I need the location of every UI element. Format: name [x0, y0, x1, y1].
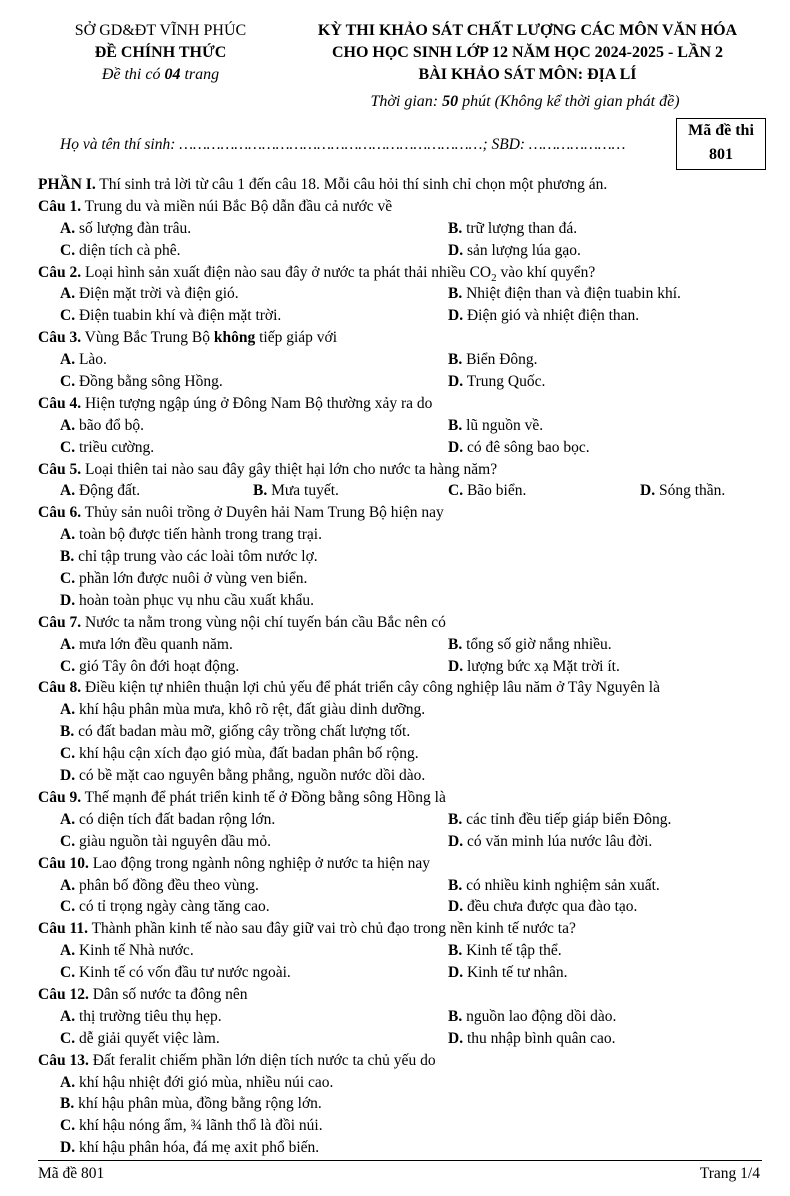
option-d: D. Trung Quốc.: [448, 373, 546, 391]
option-c: C. khí hậu cận xích đạo gió mùa, đất badan phân bố rộng.: [60, 745, 419, 763]
options-row: [38, 415, 768, 437]
option-a: A. số lượng đàn trâu.: [60, 219, 192, 237]
question-7: Câu 7. Nước ta nằm trong vùng nội chí tuyến bán cầu Bắc nên có: [38, 613, 446, 631]
option-b: B. Nhiệt điện than và điện tuabin khí.: [448, 285, 681, 303]
options-row: [38, 656, 768, 678]
option-d: D. có bề mặt cao nguyên bằng phẳng, nguồn nước dồi dào.: [60, 767, 426, 785]
question-6: Câu 6. Thủy sản nuôi trồng ở Duyên hải Nam Trung Bộ hiện nay: [38, 504, 444, 522]
option-c: C. Bão biển.: [448, 482, 527, 500]
option-b: B. Kinh tế tập thể.: [448, 942, 562, 960]
exam-subject: BÀI KHẢO SÁT MÔN: ĐỊA LÍ: [418, 66, 637, 83]
question-5: Câu 5. Loại thiên tai nào sau đây gây thiệt hại lớn cho nước ta hàng năm?: [38, 460, 498, 478]
options-row: [38, 1006, 768, 1028]
question-2: Câu 2. Loại hình sản xuất điện nào sau đây ở nước ta phát thải nhiều $CO_2$ vào khí quyển?: [38, 263, 596, 284]
option-d: D. thu nhập bình quân cao.: [448, 1029, 616, 1047]
option-d: D. hoàn toàn phục vụ nhu cầu xuất khẩu.: [60, 591, 314, 609]
option-b: B. tổng số giờ nắng nhiều.: [448, 635, 612, 653]
option-c: C. khí hậu nóng ẩm, ¾ lãnh thổ là đồi núi.: [60, 1117, 323, 1135]
option-a: A. Lào.: [60, 351, 107, 369]
section-heading: PHẦN I. Thí sinh trả lời từ câu 1 đến câu 18. Mỗi câu hỏi thí sinh chỉ chọn một phương án.: [38, 176, 608, 193]
option-c: C. gió Tây ôn đới hoạt động.: [60, 657, 240, 675]
option-d: D. có đê sông bao bọc.: [448, 438, 590, 456]
question-12: Câu 12. Dân số nước ta đông nên: [38, 985, 248, 1003]
option-d: D. khí hậu phân hóa, đá mẹ axit phổ biến.: [60, 1139, 320, 1157]
page-count-note: Đề thi có 04 trang: [101, 66, 220, 83]
question-13: Câu 13. Đất feralit chiếm phần lớn diện tích nước ta chủ yếu do: [38, 1051, 436, 1069]
options-row: [38, 940, 768, 962]
option-c: C. phần lớn được nuôi ở vùng ven biển.: [60, 570, 308, 588]
question-list: [38, 174, 768, 1159]
option-a: A. Kinh tế Nhà nước.: [60, 942, 194, 960]
option-d: D. Sóng thần.: [640, 482, 726, 500]
option-d: D. Điện gió và nhiệt điện than.: [448, 307, 640, 325]
option-c: C. triều cường.: [60, 438, 155, 456]
options-row: [38, 240, 768, 262]
footer-page-number: Trang 1/4: [699, 1165, 760, 1182]
option-c: C. Kinh tế có vốn đầu tư nước ngoài.: [60, 964, 291, 982]
option-d: D. đều chưa được qua đào tạo.: [448, 898, 638, 916]
student-info-line: Họ và tên thí sinh: …………………………………………………………; SBD: …………………: [60, 136, 626, 153]
option-c: C. dễ giải quyết việc làm.: [60, 1029, 220, 1047]
official-label: ĐỀ CHÍNH THỨC: [94, 44, 227, 61]
option-a: A. phân bố đồng đều theo vùng.: [60, 876, 259, 894]
options-row: [38, 962, 768, 984]
question-3: Câu 3. Vùng Bắc Trung Bộ không tiếp giáp với: [38, 329, 338, 347]
options-row: [38, 437, 768, 459]
option-a: A. toàn bộ được tiến hành trong trang trại.: [60, 526, 322, 544]
option-a: A. bão đổ bộ.: [60, 416, 144, 434]
option-b: B. có nhiều kinh nghiệm sản xuất.: [448, 876, 660, 894]
footer-exam-code: Mã đề 801: [38, 1165, 105, 1182]
option-d: D. có văn minh lúa nước lâu đời.: [448, 832, 653, 850]
department: SỞ GD&ĐT VĨNH PHÚC: [74, 22, 247, 39]
option-c: C. Điện tuabin khí và điện mặt trời.: [60, 307, 282, 325]
option-b: B. có đất badan màu mỡ, giống cây trồng chất lượng tốt.: [60, 723, 411, 741]
option-a: A. khí hậu nhiệt đới gió mùa, nhiều núi cao.: [60, 1073, 334, 1091]
option-b: B. lũ nguồn về.: [448, 416, 544, 434]
options-row: [38, 480, 768, 502]
option-b: B. Mưa tuyết.: [253, 482, 339, 500]
option-b: B. Biển Đông.: [448, 351, 538, 369]
exam-time: Thời gian: 50 phút (Không kể thời gian phát đề): [370, 93, 680, 110]
option-b: B. nguồn lao động dồi dào.: [448, 1007, 617, 1025]
option-a: A. mưa lớn đều quanh năm.: [60, 635, 233, 653]
options-row: [38, 831, 768, 853]
option-d: D. lượng bức xạ Mặt trời ít.: [448, 657, 620, 675]
options-row: [38, 809, 768, 831]
option-a: A. Điện mặt trời và điện gió.: [60, 285, 239, 303]
option-b: B. khí hậu phân mùa, đồng bằng rộng lớn.: [60, 1095, 322, 1113]
options-row: [38, 371, 768, 393]
options-row: [38, 305, 768, 327]
question-9: Câu 9. Thế mạnh để phát triển kinh tế ở Đồng bằng sông Hồng là: [38, 788, 446, 806]
option-a: A. có diện tích đất badan rộng lớn.: [60, 810, 276, 828]
options-row: [38, 349, 768, 371]
exam-code-label: Mã đề thi: [688, 122, 754, 139]
exam-code-value: 801: [709, 146, 733, 163]
question-11: Câu 11. Thành phần kinh tế nào sau đây giữ vai trò chủ đạo trong nền kinh tế nước ta?: [38, 920, 576, 938]
option-d: D. Kinh tế tư nhân.: [448, 964, 568, 982]
options-row: [38, 1028, 768, 1050]
options-row: [38, 875, 768, 897]
question-8: Câu 8. Điều kiện tự nhiên thuận lợi chủ yếu để phát triển cây công nghiệp lâu năm ở Tây Nguyên là: [38, 679, 660, 697]
options-row: [38, 896, 768, 918]
question-10: Câu 10. Lao động trong ngành nông nghiệp ở nước ta hiện nay: [38, 854, 431, 872]
header-right: [275, 20, 780, 86]
option-c: C. giàu nguồn tài nguyên dầu mỏ.: [60, 832, 271, 850]
option-b: B. chỉ tập trung vào các loài tôm nước lợ.: [60, 548, 318, 566]
exam-code-box: [676, 118, 766, 170]
question-1: Câu 1. Trung du và miền núi Bắc Bộ dẫn đầu cả nước về: [38, 197, 393, 215]
options-row: [38, 283, 768, 305]
exam-title-line2: CHO HỌC SINH LỚP 12 NĂM HỌC 2024-2025 - LẦN 2: [331, 44, 724, 61]
option-d: D. sản lượng lúa gạo.: [448, 241, 581, 259]
option-a: A. khí hậu phân mùa mưa, khô rõ rệt, đất giàu dinh dưỡng.: [60, 701, 426, 719]
footer-divider: [38, 1160, 762, 1161]
option-b: B. các tỉnh đều tiếp giáp biển Đông.: [448, 810, 672, 828]
option-c: C. Đồng bằng sông Hồng.: [60, 373, 223, 391]
option-c: C. diện tích cà phê.: [60, 241, 181, 259]
option-b: B. trữ lượng than đá.: [448, 219, 578, 237]
exam-title-line1: KỲ THI KHẢO SÁT CHẤT LƯỢNG CÁC MÔN VĂN HÓA: [317, 22, 738, 39]
question-4: Câu 4. Hiện tượng ngập úng ở Đông Nam Bộ thường xảy ra do: [38, 394, 433, 412]
option-a: A. thị trường tiêu thụ hẹp.: [60, 1007, 222, 1025]
options-row: [38, 634, 768, 656]
option-c: C. có tỉ trọng ngày càng tăng cao.: [60, 898, 270, 916]
option-a: A. Động đất.: [60, 482, 141, 500]
options-row: [38, 218, 768, 240]
header-left: [38, 20, 283, 86]
